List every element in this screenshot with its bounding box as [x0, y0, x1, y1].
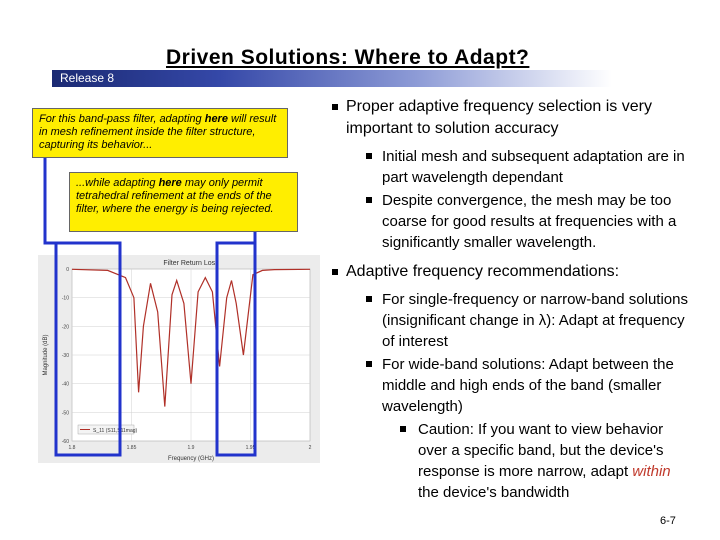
plot-x-label: Frequency (GHz): [167, 456, 215, 462]
plot-y-tick: 0: [66, 267, 69, 273]
plot-title: Filter Return Loss: [163, 260, 219, 267]
bullet-2-1-text: For single-frequency or narrow-band solutions (insignificant change in λ): Adapt at frequency of interest: [382, 291, 688, 350]
square-bullet-icon: [332, 269, 338, 275]
plot-legend-label: S_11 (S11,S11mag): [93, 428, 138, 434]
bullet-1-2: [332, 190, 694, 253]
slide-title: Driven Solutions: Where to Adapt?: [166, 46, 530, 69]
bullet-2-2-1-post: the device's bandwidth: [418, 484, 570, 501]
square-bullet-icon: [366, 153, 372, 159]
plot-y-tick: -20: [61, 324, 69, 331]
bullet-2-2: [332, 354, 694, 417]
note-second-bold: here: [158, 177, 182, 189]
plot-y-label: Magnitude (dB): [43, 334, 49, 376]
note-adapt-inside: [32, 108, 288, 158]
plot-x-tick: 1.9: [187, 445, 195, 451]
bullet-1-1-text: Initial mesh and subsequent adaptation are in part wavelength dependant: [382, 148, 685, 186]
plot-x-tick: 2: [308, 445, 312, 451]
note-second-pre: ...while adapting: [76, 177, 159, 189]
highlight-box-first: [56, 243, 120, 455]
bullet-2-2-1-pre: Caution: If you want to view behavior over a specific band, but the device's response is more narrow, adapt: [418, 421, 664, 480]
square-bullet-icon: [332, 104, 338, 110]
square-bullet-icon: [400, 426, 406, 432]
bullet-1: [332, 96, 694, 140]
plot-y-tick: -30: [61, 353, 69, 359]
note-first-bold: here: [204, 113, 228, 125]
page-number: 6-7: [660, 515, 676, 527]
plot-x-tick: 1.8: [68, 445, 76, 451]
release-label: Release 8: [60, 71, 115, 85]
bullet-2: [332, 261, 694, 283]
bullet-list: [332, 96, 694, 503]
note-second-post: may only permit tetrahedral refinement at the ends of the filter, where the energy is being rejected.: [76, 177, 274, 215]
square-bullet-icon: [366, 296, 372, 302]
note-adapt-ends: [69, 172, 298, 232]
note-first-post: will result in mesh refinement inside the filter structure, capturing its behavior...: [39, 113, 277, 151]
square-bullet-icon: [366, 361, 372, 367]
bullet-1-2-text: Despite convergence, the mesh may be too coarse for good results at frequencies with a significantly smaller wavelength.: [382, 192, 677, 251]
bullet-2-1: [332, 289, 694, 352]
plot-y-tick: -50: [61, 410, 69, 417]
highlight-box-second: [217, 243, 255, 455]
bullet-2-text: Adaptive frequency recommendations:: [346, 263, 620, 280]
note-first-pre: For this band-pass filter, adapting: [39, 113, 205, 125]
plot-x-tick: 1.85: [126, 445, 137, 451]
square-bullet-icon: [366, 197, 372, 203]
bullet-2-2-text: For wide-band solutions: Adapt between the middle and high ends of the band (smaller wavelength): [382, 356, 674, 415]
bullet-1-1: [332, 146, 694, 188]
plot-x-tick: 1.95: [245, 445, 256, 451]
bullet-2-2-1: [332, 419, 694, 503]
plot-y-tick: -10: [61, 295, 69, 302]
plot-y-tick: -40: [61, 381, 69, 388]
plot-y-tick: -60: [61, 439, 69, 445]
bullet-2-2-1-within: within: [632, 463, 671, 480]
connector-first: [45, 158, 56, 243]
bullet-1-text: Proper adaptive frequency selection is very important to solution accuracy: [346, 98, 652, 137]
